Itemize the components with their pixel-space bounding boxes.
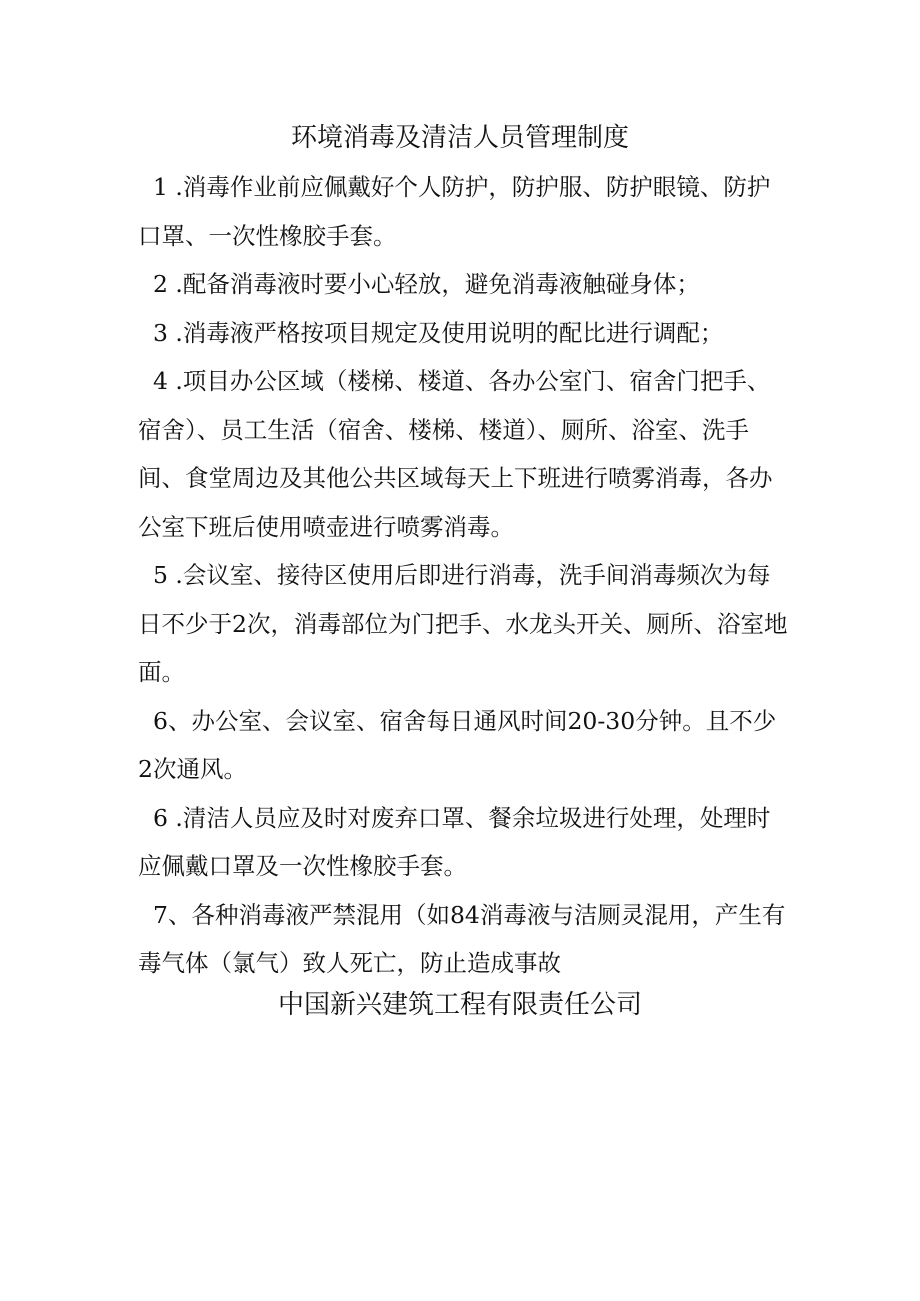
rule-item-6a: 6、办公室、会议室、宿舍每日通风时间20-30分钟。且不少2次通风。 [138, 706, 777, 783]
rule-item-2: 2 .配备消毒液时要小心轻放，避免消毒液触碰身体； [153, 270, 700, 298]
rules-list [138, 163, 788, 988]
document-title: 环境消毒及清洁人员管理制度 [290, 123, 629, 153]
rule-item-6b: 6 .清洁人员应及时对废弃口罩、餐余垃圾进行处理，处理时应佩戴口罩及一次性橡胶手套。 [138, 803, 771, 880]
rule-item-7: 7、各种消毒液严禁混用（如84消毒液与洁厕灵混用，产生有毒气体（氯气）致人死亡，防止造成事故 [138, 900, 786, 977]
rule-item-5: 5 .会议室、接待区使用后即进行消毒，洗手间消毒频次为每日不少于2次，消毒部位为门把手、水龙头开关、厕所、浴室地面。 [138, 561, 788, 686]
rule-item-4: 4 .项目办公区域（楼梯、楼道、各办公室门、宿舍门把手、宿舍）、员工生活（宿舍、楼梯、楼道）、厕所、浴室、洗手间、食堂周边及其他公共区域每天上下班进行喷雾消毒，各办公室下班后使用喷壶进行喷雾消毒。 [138, 367, 773, 541]
rule-item-3: 3 .消毒液严格按项目规定及使用说明的配比进行调配； [153, 318, 724, 347]
rule-item-1: 1 .消毒作业前应佩戴好个人防护，防护服、防护眼镜、防护口罩、一次性橡胶手套。 [138, 173, 771, 250]
company-name: 中国新兴建筑工程有限责任公司 [277, 990, 642, 1020]
